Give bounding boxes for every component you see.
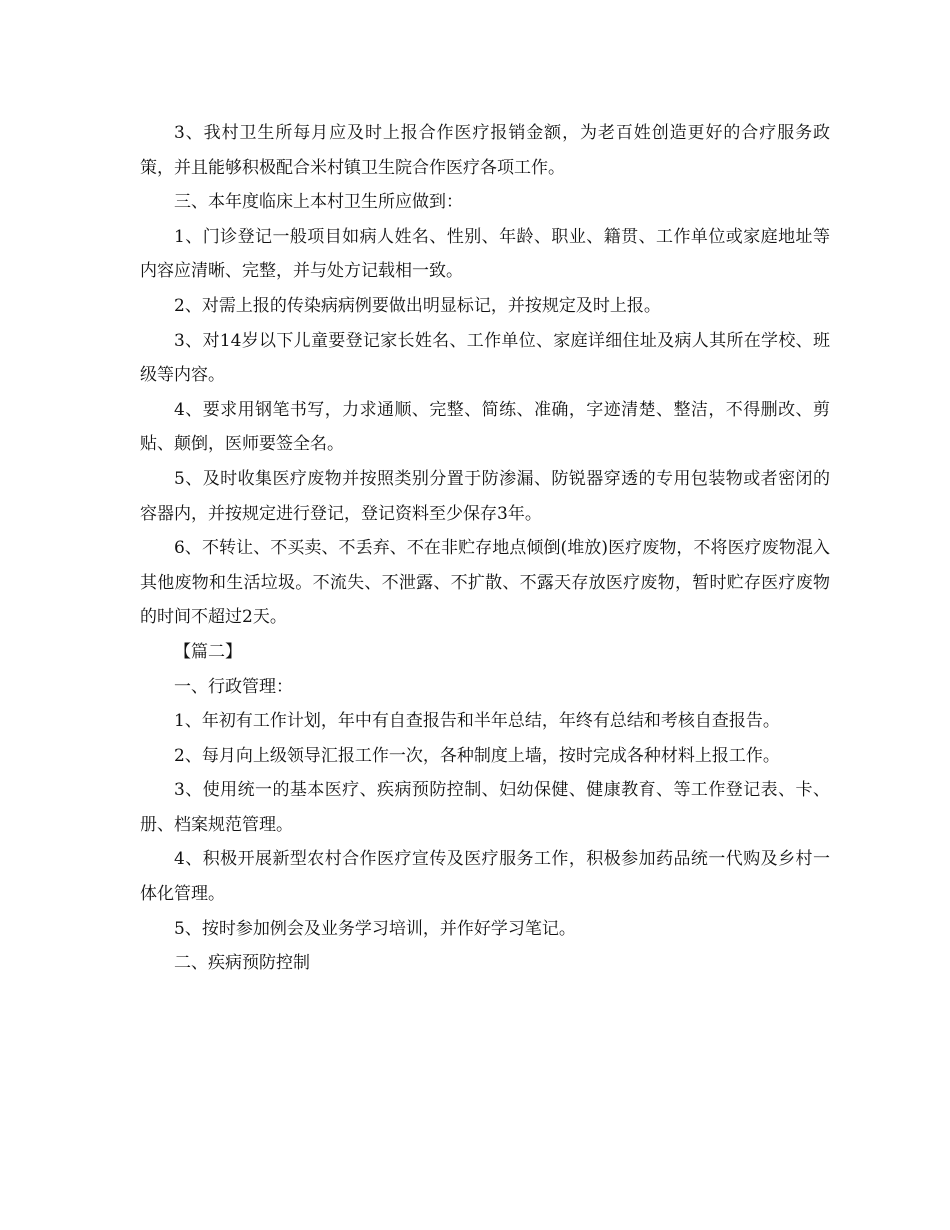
part-heading-two: 【篇二】 — [174, 641, 242, 662]
paragraph-infectious-disease-reporting: 2、对需上报的传染病病例要做出明显标记，并按规定及时上报。 — [174, 295, 661, 316]
paragraph-outpatient-registration: 1、门诊登记一般项目如病人姓名、性别、年龄、职业、籍贯、工作单位或家庭地址等内容应清晰、完整，并与处方记载相一致。 — [140, 226, 830, 282]
section-heading-clinical-requirements: 三、本年度临床上本村卫生所应做到： — [174, 192, 463, 213]
section-heading-disease-prevention: 二、疾病预防控制 — [174, 953, 310, 974]
paragraph-cooperative-medical-care: 4、积极开展新型农村合作医疗宣传及医疗服务工作，积极参加药品统一代购及乡村一体化管理。 — [140, 849, 830, 905]
section-heading-administration: 一、行政管理： — [174, 676, 293, 697]
paragraph-monthly-report: 2、每月向上级领导汇报工作一次，各种制度上墙，按时完成各种材料上报工作。 — [174, 745, 780, 766]
paragraph-writing-requirements: 4、要求用钢笔书写，力求通顺、完整、简练、准确，字迹清楚、整洁，不得删改、剪贴、颠倒，医师要签全名。 — [140, 399, 830, 455]
document-body — [140, 116, 830, 981]
paragraph-unified-records: 3、使用统一的基本医疗、疾病预防控制、妇幼保健、健康教育、等工作登记表、卡、册、档案规范管理。 — [140, 780, 830, 835]
paragraph-work-plan: 1、年初有工作计划，年中有自查报告和半年总结，年终有总结和考核自查报告。 — [174, 711, 780, 732]
paragraph-village-clinic-reimbursement: 3、我村卫生所每月应及时上报合作医疗报销金额，为老百姓创造更好的合疗服务政策，并且能够积极配合米村镇卫生院合作医疗各项工作。 — [140, 123, 830, 178]
paragraph-medical-waste-collection: 5、及时收集医疗废物并按照类别分置于防渗漏、防锐器穿透的专用包装物或者密闭的容器内，并按规定进行登记，登记资料至少保存3年。 — [140, 468, 830, 524]
paragraph-training: 5、按时参加例会及业务学习培训，并作好学习笔记。 — [174, 918, 576, 939]
paragraph-child-registration: 3、对14岁以下儿童要登记家长姓名、工作单位、家庭详细住址及病人其所在学校、班级等内容。 — [140, 330, 830, 386]
paragraph-medical-waste-handling: 6、不转让、不买卖、不丢弃、不在非贮存地点倾倒(堆放)医疗废物，不将医疗废物混入其他废物和生活垃圾。不流失、不泄露、不扩散、不露天存放医疗废物，暂时贮存医疗废物的时间不超过2天。 — [140, 538, 830, 628]
